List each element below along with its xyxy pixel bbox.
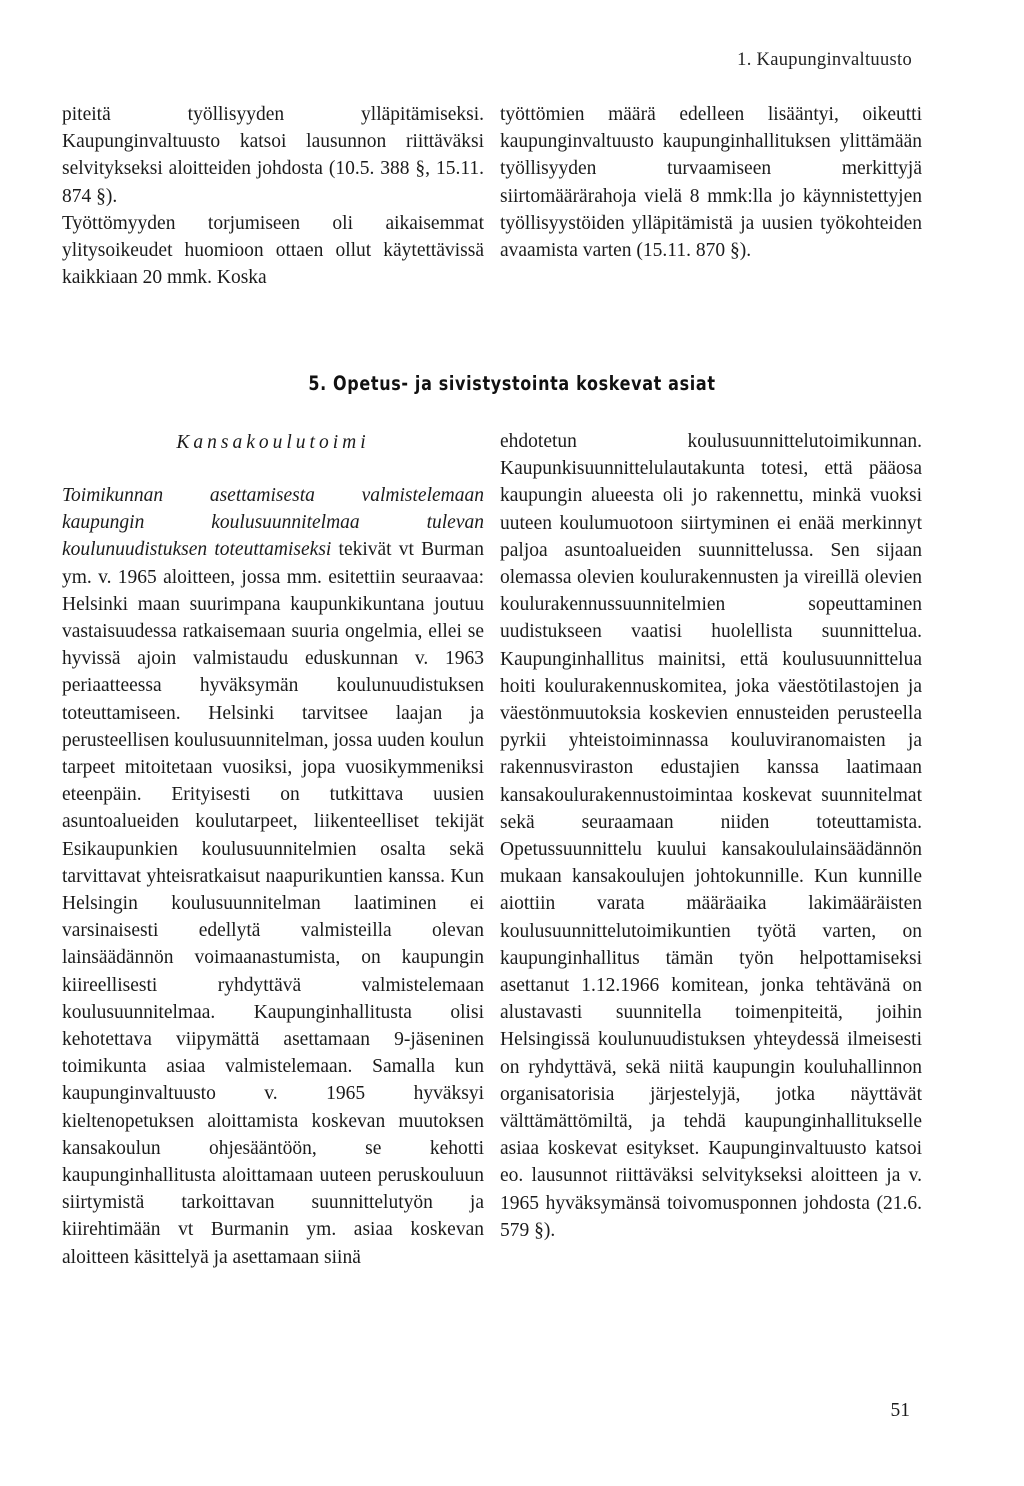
paragraph: piteitä työllisyyden ylläpitämiseksi. Kaupunginvaltuusto katsoi lausunnon riittäväksi selvitykseksi aloitteiden johdosta (10.5. 388 §, 15.11. 874 §). <box>62 104 484 207</box>
paragraph: ehdotetun koulusuunnittelutoimikunnan. Kaupunkisuunnittelulautakunta totesi, että pääosa kaupungin alueesta oli jo rakennettu, minkä vuoksi uuteen koulumuotoon siirtyminen ei enää merkinnyt paljoa asuntoalueiden suunnittelussa. Sen sijaan olemassa olevien koulurakennusten ja vireillä olevien koulurakennussuunnitelmien sopeuttaminen uudistukseen vaatisi huolellista suunnittelua. Kaupunginhallitus mainitsi, että koulusuunnittelua hoiti koulurakennuskomitea, joka väestötilastojen ja väestönmuutoksia koskevien ennusteiden perusteella pyrkii yhteistoiminnassa kouluviranomaisten ja rakennusviraston edustajien kanssa laatimaan kansakoulurakennustoimintaa koskevat suunnitelmat sekä seuraamaan niiden toteuttamista. Opetussuunnittelu kuului kansakoululainsäädännön mukaan kansakoulujen johtokunnille. Kun kunnille aiottiin varata määräaika lakimääräisten koulusuunnittelutoimikuntien työtä varten, on kaupunginhallitus tämän työn helpottamiseksi asettanut 1.12.1966 komitean, jonka tehtävänä on alustavasti suunnitella toimenpiteitä, joihin Helsingissä koulunuudistuksen yhteydessä ilmeisesti on ryhdyttävä, sekä niitä kaupungin kouluhallinnon organisatorisia järjestelyjä, jotka näyttävät välttämättömiltä, ja tehdä kaupunginhallitukselle asiaa koskevat esitykset. Kaupunginvaltuusto katsoi eo. lausunnot riittäväksi selvitykseksi aloitteen ja v. 1965 hyväksymänsä toivomusponnen johdosta (21.6. 579 §). <box>500 431 922 1241</box>
paragraph: Työttömyyden torjumiseen oli aikaisemmat ylitysoikeudet huomioon ottaen ollut käytettävissä kaikkiaan 20 mmk. Koska <box>62 212 484 289</box>
subheading: Kansakoulutoimi <box>176 432 370 453</box>
italic-lead: Toimikunnan asettamisesta valmistelemaan kaupungin koulusuunnitelmaa tulevan koulunuudistuksen toteuttamiseksi <box>62 485 484 561</box>
paragraph-text: tekivät vt Burman ym. v. 1965 aloitteen, jossa mm. esitettiin seuraavaa: Helsinki maan suurimpana kaupunkikuntana joutuu vastaisuudessa ratkaisemaan suuria ongelmia, ellei se hyvissä ajoin valmistaudu eduskunnan v. 1963 periaatteessa hyväksymän koulunuudistuksen toteuttamiseen. Helsinki tarvitsee laajan ja perusteellisen koulusuunnitelman, jossa uuden koulun tarpeet mitoitetaan vuosiksi, jopa vuosikymmeniksi eteenpäin. Erityisesti on tutkittava uusien asuntoalueiden koulutarpeet, liikenteelliset tekijät Esikaupunkien koulusuunnitelmien osalta sekä tarvittavat yhteisratkaisut naapurikuntien kanssa. Kun Helsingin koulusuunnitelman laatiminen ei varsinaisesti edellytä valmisteilla olevan lainsäädännön voimaanastumista, on kaupungin kiireellisesti ryhdyttävä valmistelemaan koulusuunnitelmaa. Kaupunginhallitusta olisi kehotettava viipymättä asettamaan 9-jäseninen toimikunta asiaa valmistelemaan. Samalla kun kaupunginvaltuusto v. 1965 hyväksyi kieltenopetuksen aloittamista koskevan muutoksen kansakoulun ohjesääntöön, se kehotti kaupunginhallitusta aloittamaan uuteen peruskouluun siirtymistä tarkoittavan suunnittelutyön ja kiirehtimään vt Burmanin ym. asiaa koskevan aloitteen käsittelyä ja asettamaan siinä <box>62 539 484 1268</box>
running-header: 1. Kaupunginvaltuusto <box>737 50 912 70</box>
body-left-column <box>62 482 484 1271</box>
top-right-column <box>500 101 922 264</box>
page-number: 51 <box>890 1400 910 1421</box>
paragraph <box>62 482 484 1271</box>
section-title: 5. Opetus- ja sivistystointa koskevat asiat <box>308 372 716 395</box>
body-right-column <box>500 428 922 1244</box>
paragraph: työttömien määrä edelleen lisääntyi, oikeutti kaupunginvaltuusto kaupunginhallituksen ylittämään työllisyyden turvaamiseen merkittyjä siirtomäärärahoja vielä 8 mmk:lla jo käynnistettyjen työllisyystöiden ylläpitämistä ja uusien työkohteiden avaamista varten (15.11. 870 §). <box>500 104 922 262</box>
top-left-column <box>62 101 484 291</box>
